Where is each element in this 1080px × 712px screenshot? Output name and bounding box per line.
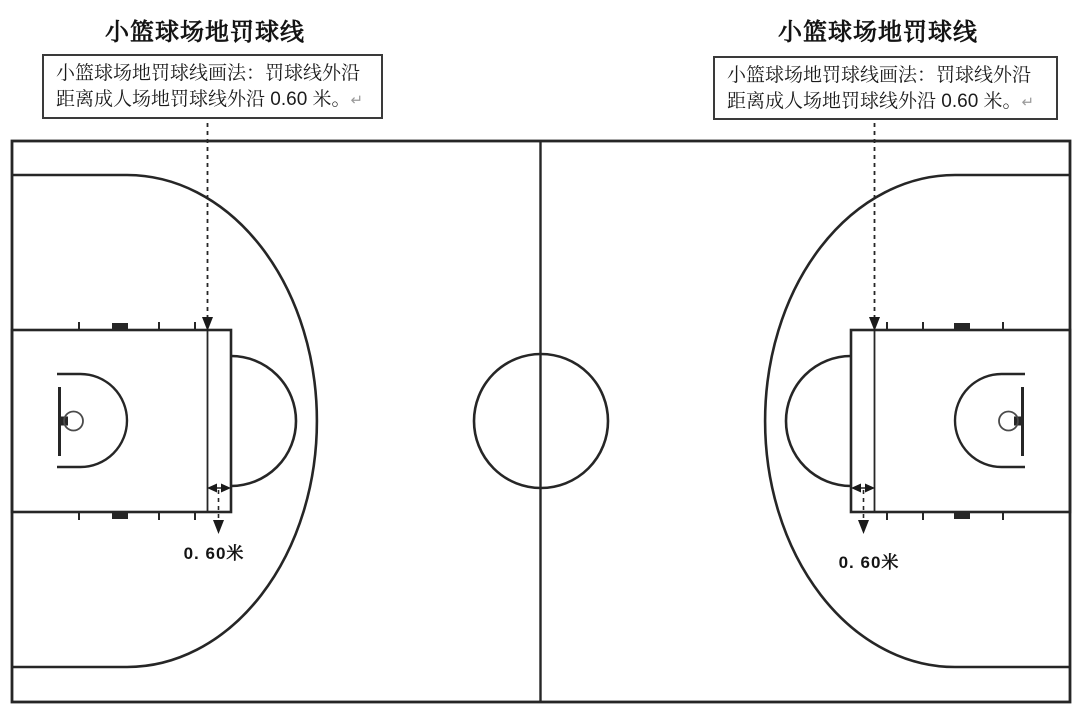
left-figure-title: 小篮球场地罚球线 xyxy=(105,19,305,46)
right-note-line2: 距离成人场地罚球线外沿 0.60 米。 xyxy=(727,91,1022,112)
free-throw-lane xyxy=(12,330,231,512)
left-note-line2: 距离成人场地罚球线外沿 0.60 米。 xyxy=(56,89,351,110)
left-note-line1: 小篮球场地罚球线画法：罚球线外沿 xyxy=(56,63,361,84)
lane-block-top xyxy=(112,323,128,330)
half-court-left xyxy=(12,123,317,667)
lane-block-bottom xyxy=(112,512,128,519)
three-point-line xyxy=(12,175,317,667)
left-note-box xyxy=(42,54,383,119)
right-figure-title: 小篮球场地罚球线 xyxy=(778,19,978,46)
right-note-box xyxy=(713,56,1058,120)
left-return-mark-icon: ↵ xyxy=(350,92,364,109)
half-court-right-mirrored xyxy=(765,123,1070,667)
dimension-arrowhead-left xyxy=(207,484,217,493)
right-note-line1: 小篮球场地罚球线画法：罚球线外沿 xyxy=(727,65,1032,86)
right-dimension-label: 0. 60米 xyxy=(838,553,900,572)
left-dimension-label: 0. 60米 xyxy=(183,544,245,563)
dimension-arrowhead-right xyxy=(221,484,231,493)
dimension-leader-arrowhead xyxy=(213,520,224,534)
free-throw-semicircle xyxy=(231,356,296,486)
right-return-mark-icon: ↵ xyxy=(1021,94,1035,111)
